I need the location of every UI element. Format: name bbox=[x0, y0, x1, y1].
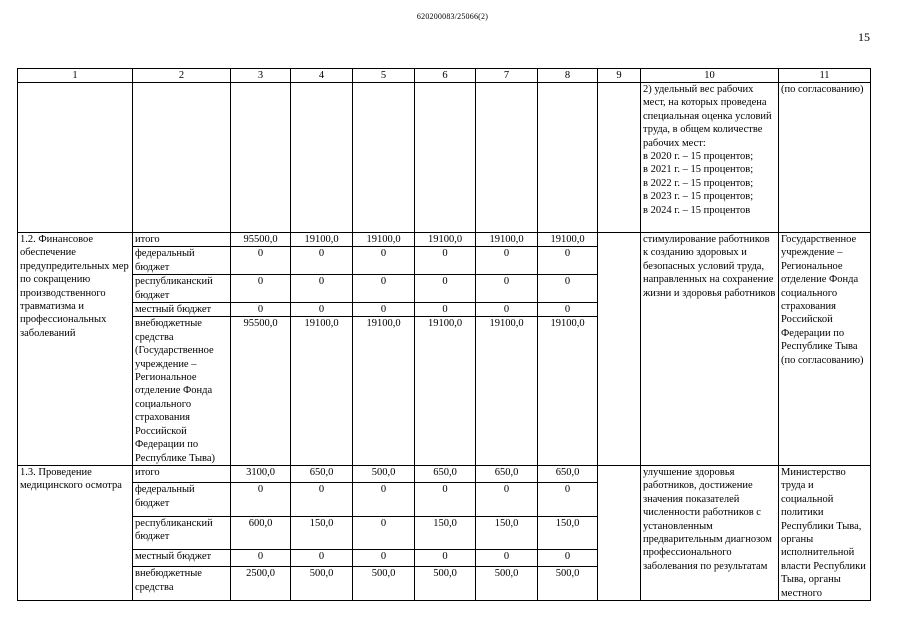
continuation-row bbox=[18, 83, 871, 233]
funding-source: внебюджетные средства bbox=[133, 567, 231, 601]
funding-amount: 0 bbox=[476, 247, 538, 275]
funding-source: внебюджетные средства (Государственное учреждение – Региональное отделение Фонда социального страхования Российской Федерации по Республике Тыва) bbox=[133, 317, 231, 465]
column-number-header: 7 bbox=[476, 69, 538, 83]
funding-amount: 95500,0 bbox=[231, 233, 291, 247]
funding-row bbox=[18, 465, 871, 482]
funding-amount: 19100,0 bbox=[353, 317, 415, 465]
funding-amount: 650,0 bbox=[291, 465, 353, 482]
funding-amount: 650,0 bbox=[538, 465, 598, 482]
measure-executor: Государственное учреждение – Региональное отделение Фонда социального страхования Российской Федерации по Республике Тыва (по согласованию) bbox=[779, 233, 871, 466]
funding-row bbox=[18, 233, 871, 247]
funding-amount: 19100,0 bbox=[476, 233, 538, 247]
funding-amount: 500,0 bbox=[291, 567, 353, 601]
funding-amount: 19100,0 bbox=[291, 317, 353, 465]
page-number: 15 bbox=[858, 30, 870, 44]
funding-source: итого bbox=[133, 465, 231, 482]
funding-source: федеральный бюджет bbox=[133, 483, 231, 516]
cell-empty bbox=[415, 83, 476, 233]
cell-empty bbox=[598, 465, 641, 600]
cell-empty bbox=[476, 83, 538, 233]
funding-amount: 0 bbox=[538, 303, 598, 317]
funding-amount: 150,0 bbox=[476, 516, 538, 549]
funding-amount: 0 bbox=[476, 303, 538, 317]
funding-amount: 0 bbox=[353, 516, 415, 549]
funding-amount: 19100,0 bbox=[538, 233, 598, 247]
cell-empty bbox=[133, 83, 231, 233]
funding-amount: 650,0 bbox=[476, 465, 538, 482]
continuation-executor: (по согласованию) bbox=[779, 83, 871, 233]
funding-amount: 0 bbox=[231, 303, 291, 317]
funding-source: республиканский бюджет bbox=[133, 516, 231, 549]
cell-empty bbox=[598, 233, 641, 466]
column-number-header: 6 bbox=[415, 69, 476, 83]
program-measures-table bbox=[17, 68, 871, 601]
funding-amount: 19100,0 bbox=[291, 233, 353, 247]
column-number-header: 1 bbox=[18, 69, 133, 83]
funding-amount: 19100,0 bbox=[415, 317, 476, 465]
funding-amount: 0 bbox=[353, 275, 415, 303]
funding-amount: 0 bbox=[476, 550, 538, 567]
funding-amount: 0 bbox=[476, 275, 538, 303]
funding-amount: 0 bbox=[415, 550, 476, 567]
measure-title: 1.2. Финансовое обеспечение предупредительных мер по сокращению производственного травматизма и профессиональных заболеваний bbox=[18, 233, 133, 466]
funding-source: федеральный бюджет bbox=[133, 247, 231, 275]
funding-amount: 0 bbox=[415, 483, 476, 516]
continuation-result: 2) удельный вес рабочих мест, на которых проведена специальная оценка условий труда, в общем количестве рабочих мест: в 2020 г. – 15 процентов; в 2021 г. – 15 процентов; в 2022 г. – 15 процентов; в 2023 г. – 15 процентов; в 2024 г. – 15 процентов bbox=[641, 83, 779, 233]
funding-amount: 0 bbox=[538, 247, 598, 275]
column-number-header: 2 bbox=[133, 69, 231, 83]
funding-amount: 19100,0 bbox=[353, 233, 415, 247]
column-number-header: 3 bbox=[231, 69, 291, 83]
funding-amount: 500,0 bbox=[415, 567, 476, 601]
measure-result: улучшение здоровья работников, достижение значения показателей численности работников с установленным предварительным диагнозом профессионального заболевания по результатам bbox=[641, 465, 779, 600]
funding-amount: 500,0 bbox=[353, 465, 415, 482]
funding-amount: 0 bbox=[415, 303, 476, 317]
funding-amount: 0 bbox=[291, 247, 353, 275]
funding-amount: 500,0 bbox=[353, 567, 415, 601]
funding-amount: 0 bbox=[415, 247, 476, 275]
funding-amount: 0 bbox=[538, 275, 598, 303]
cell-empty bbox=[598, 83, 641, 233]
funding-amount: 600,0 bbox=[231, 516, 291, 549]
column-number-header: 11 bbox=[779, 69, 871, 83]
column-number-header: 5 bbox=[353, 69, 415, 83]
column-number-header: 4 bbox=[291, 69, 353, 83]
funding-amount: 19100,0 bbox=[538, 317, 598, 465]
funding-amount: 0 bbox=[476, 483, 538, 516]
funding-amount: 0 bbox=[291, 275, 353, 303]
funding-source: республиканский бюджет bbox=[133, 275, 231, 303]
funding-amount: 0 bbox=[415, 275, 476, 303]
funding-amount: 2500,0 bbox=[231, 567, 291, 601]
column-number-header: 10 bbox=[641, 69, 779, 83]
funding-amount: 3100,0 bbox=[231, 465, 291, 482]
funding-amount: 0 bbox=[291, 303, 353, 317]
document-code: 620200083/25066(2) bbox=[416, 12, 489, 21]
funding-amount: 0 bbox=[353, 247, 415, 275]
funding-amount: 0 bbox=[353, 483, 415, 516]
funding-amount: 650,0 bbox=[415, 465, 476, 482]
column-number-header: 9 bbox=[598, 69, 641, 83]
cell-empty bbox=[538, 83, 598, 233]
funding-amount: 0 bbox=[231, 275, 291, 303]
funding-amount: 0 bbox=[538, 550, 598, 567]
funding-amount: 0 bbox=[291, 483, 353, 516]
funding-source: местный бюджет bbox=[133, 550, 231, 567]
funding-amount: 0 bbox=[231, 550, 291, 567]
funding-amount: 500,0 bbox=[538, 567, 598, 601]
column-number-header: 8 bbox=[538, 69, 598, 83]
funding-amount: 0 bbox=[231, 247, 291, 275]
funding-amount: 0 bbox=[538, 483, 598, 516]
funding-amount: 19100,0 bbox=[476, 317, 538, 465]
funding-amount: 500,0 bbox=[476, 567, 538, 601]
cell-empty bbox=[353, 83, 415, 233]
funding-amount: 0 bbox=[231, 483, 291, 516]
cell-empty bbox=[231, 83, 291, 233]
measure-title: 1.3. Проведение медицинского осмотра bbox=[18, 465, 133, 600]
funding-source: итого bbox=[133, 233, 231, 247]
funding-amount: 150,0 bbox=[291, 516, 353, 549]
funding-source: местный бюджет bbox=[133, 303, 231, 317]
funding-amount: 95500,0 bbox=[231, 317, 291, 465]
measure-result: стимулирование работников к созданию здоровых и безопасных условий труда, направленных на сохранение жизни и здоровья работников bbox=[641, 233, 779, 466]
funding-amount: 150,0 bbox=[415, 516, 476, 549]
measure-executor: Министерство труда и социальной политики Республики Тыва, органы исполнительной власти Республики Тыва, органы местного bbox=[779, 465, 871, 600]
funding-amount: 0 bbox=[353, 550, 415, 567]
funding-amount: 0 bbox=[291, 550, 353, 567]
funding-amount: 19100,0 bbox=[415, 233, 476, 247]
funding-amount: 150,0 bbox=[538, 516, 598, 549]
column-number-row bbox=[18, 69, 871, 83]
cell-empty bbox=[291, 83, 353, 233]
cell-empty bbox=[18, 83, 133, 233]
funding-amount: 0 bbox=[353, 303, 415, 317]
